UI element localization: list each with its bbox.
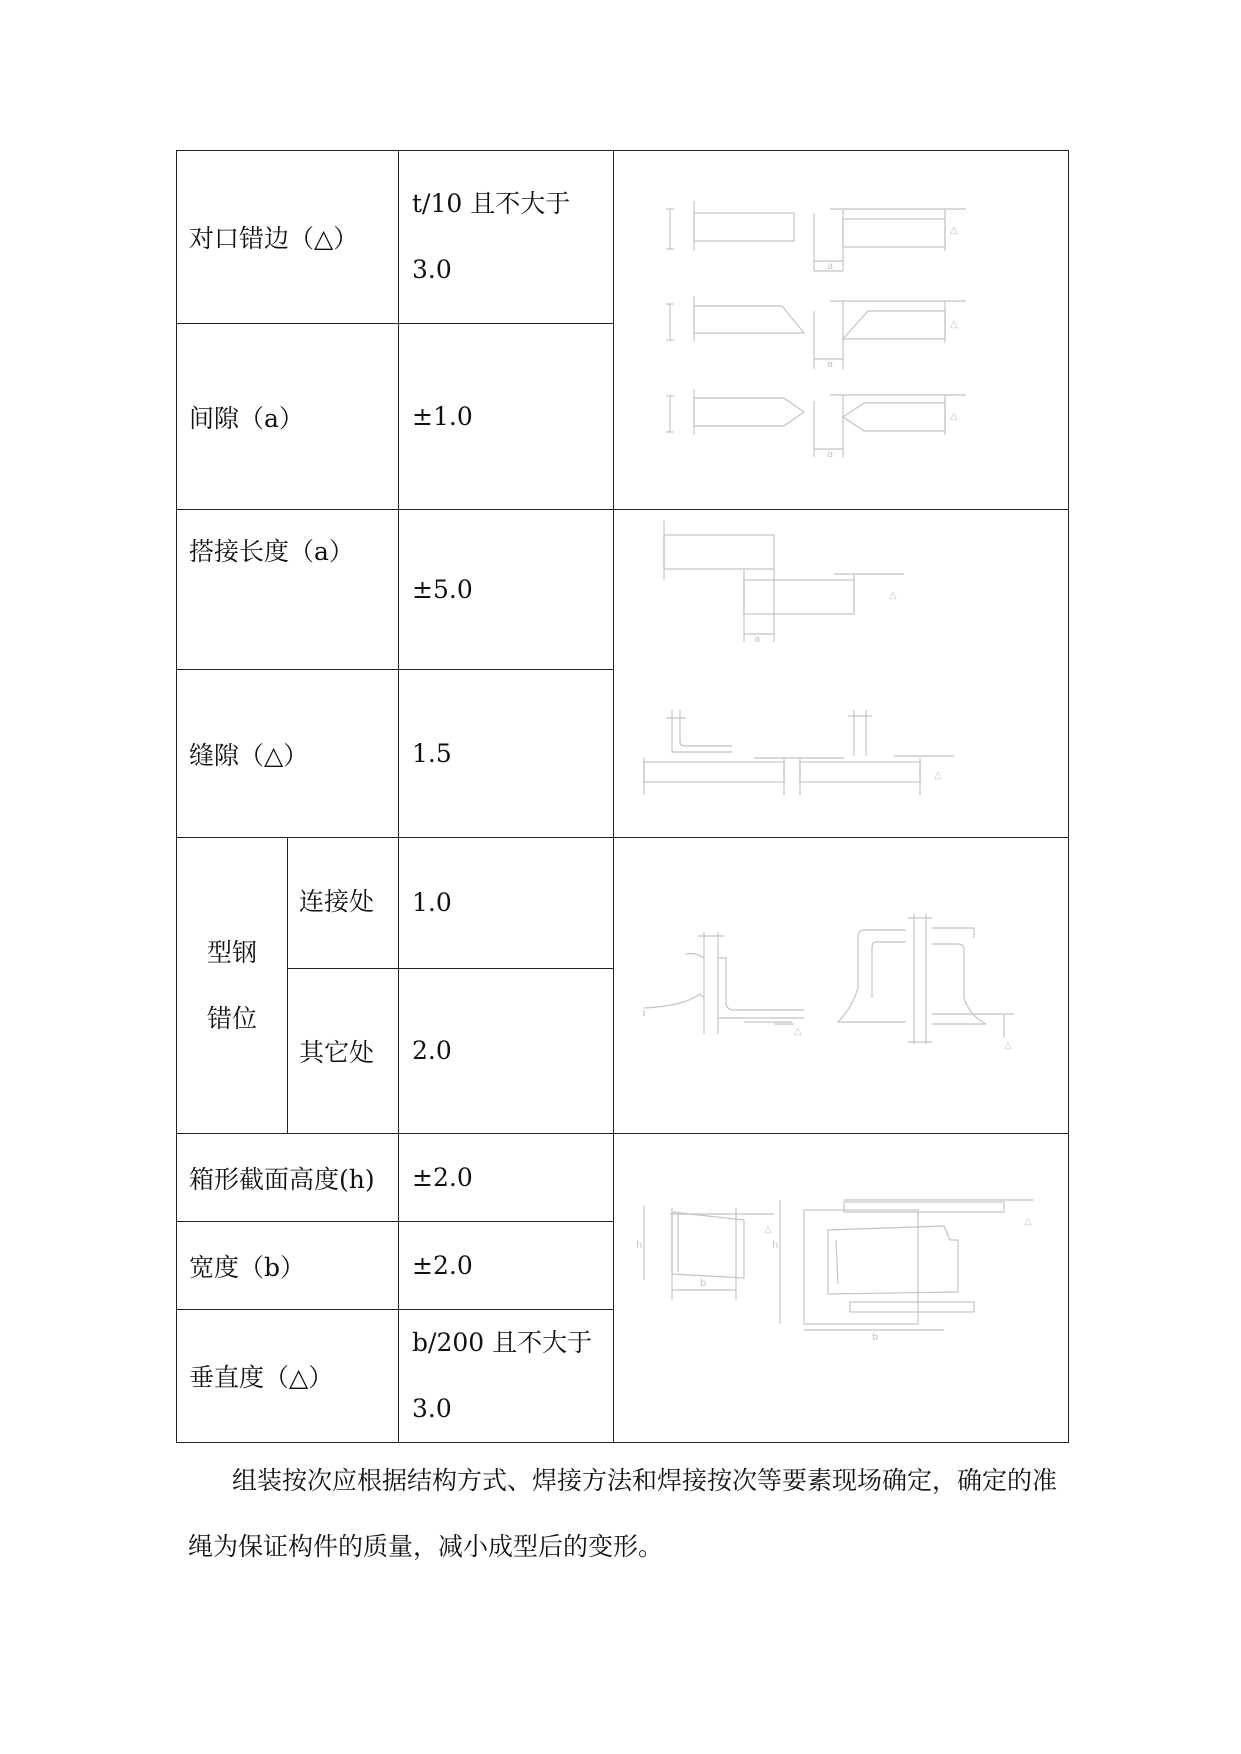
lap-joint-diagram <box>614 510 1069 838</box>
group-label-part2: 错位 <box>206 1003 257 1033</box>
svg-text:a: a <box>827 359 834 370</box>
cell-label-width: 宽度（b） <box>177 1222 399 1310</box>
tolerance-table <box>176 150 1069 1443</box>
cell-label-connection: 连接处 <box>288 838 399 969</box>
figure-lap-joints <box>614 510 1069 838</box>
section-steel-diagram <box>614 838 1069 1132</box>
channel-section-joint <box>838 914 1014 1051</box>
svg-text:△: △ <box>950 225 958 236</box>
svg-text:△: △ <box>764 1224 772 1235</box>
cell-group-section-misalignment <box>177 838 288 1134</box>
box-section-large <box>772 1200 1034 1343</box>
svg-text:△: △ <box>889 590 897 601</box>
svg-text:h: h <box>636 1240 643 1251</box>
cell-label-clearance: 缝隙（△） <box>177 670 399 838</box>
paragraph-text: 组装按次应根据结构方式、焊接方法和焊接按次等要素现场确定，确定的准绳为保证构件的质量，减小成型后的变形。 <box>188 1466 1058 1561</box>
box-section-diagram <box>614 1134 1069 1441</box>
figure-butt-joints <box>614 151 1069 510</box>
svg-text:b: b <box>700 1278 707 1289</box>
tee-joints <box>644 710 954 795</box>
cell-value-misalignment: t/10 且不大于 3.0 <box>399 151 614 324</box>
cell-label-box-height: 箱形截面高度(h) <box>177 1134 399 1222</box>
cell-value-other: 2.0 <box>399 969 614 1134</box>
angle-section-joint <box>644 932 804 1037</box>
svg-text:a: a <box>827 261 834 272</box>
svg-text:h: h <box>772 1240 779 1251</box>
lap-joint <box>664 520 904 645</box>
butt-joint-diagram <box>614 151 1069 510</box>
svg-text:△: △ <box>794 1026 802 1037</box>
cell-value-width: ±2.0 <box>399 1222 614 1310</box>
cell-label-perpendicularity: 垂直度（△） <box>177 1310 399 1443</box>
cell-label-misalignment: 对口错边（△） <box>177 151 399 324</box>
cell-label-gap: 间隙（a） <box>177 324 399 510</box>
cell-label-lap-length: 搭接长度（a） <box>177 510 399 670</box>
body-paragraph <box>188 1448 1068 1580</box>
group-label-part1: 型钢 <box>206 937 257 967</box>
butt-joint-single-bevel <box>666 296 966 370</box>
cell-value-perpendicularity: b/200 且不大于 3.0 <box>399 1310 614 1443</box>
figure-section-steel <box>614 838 1069 1134</box>
figure-box-section <box>614 1134 1069 1443</box>
cell-value-clearance: 1.5 <box>399 670 614 838</box>
svg-text:b: b <box>872 1332 879 1343</box>
cell-label-other: 其它处 <box>288 969 399 1134</box>
svg-text:△: △ <box>950 319 958 330</box>
butt-joint-square <box>666 201 966 272</box>
svg-text:△: △ <box>934 770 942 781</box>
svg-text:a: a <box>754 634 761 645</box>
cell-value-box-height: ±2.0 <box>399 1134 614 1222</box>
butt-joint-double-bevel <box>666 389 966 460</box>
cell-value-gap: ±1.0 <box>399 324 614 510</box>
svg-text:△: △ <box>1024 1216 1032 1227</box>
svg-text:a: a <box>827 449 834 460</box>
svg-text:△: △ <box>1004 1040 1012 1051</box>
box-section-small <box>636 1206 774 1300</box>
cell-value-connection: 1.0 <box>399 838 614 969</box>
svg-text:△: △ <box>950 411 958 422</box>
cell-value-lap-length: ±5.0 <box>399 510 614 670</box>
